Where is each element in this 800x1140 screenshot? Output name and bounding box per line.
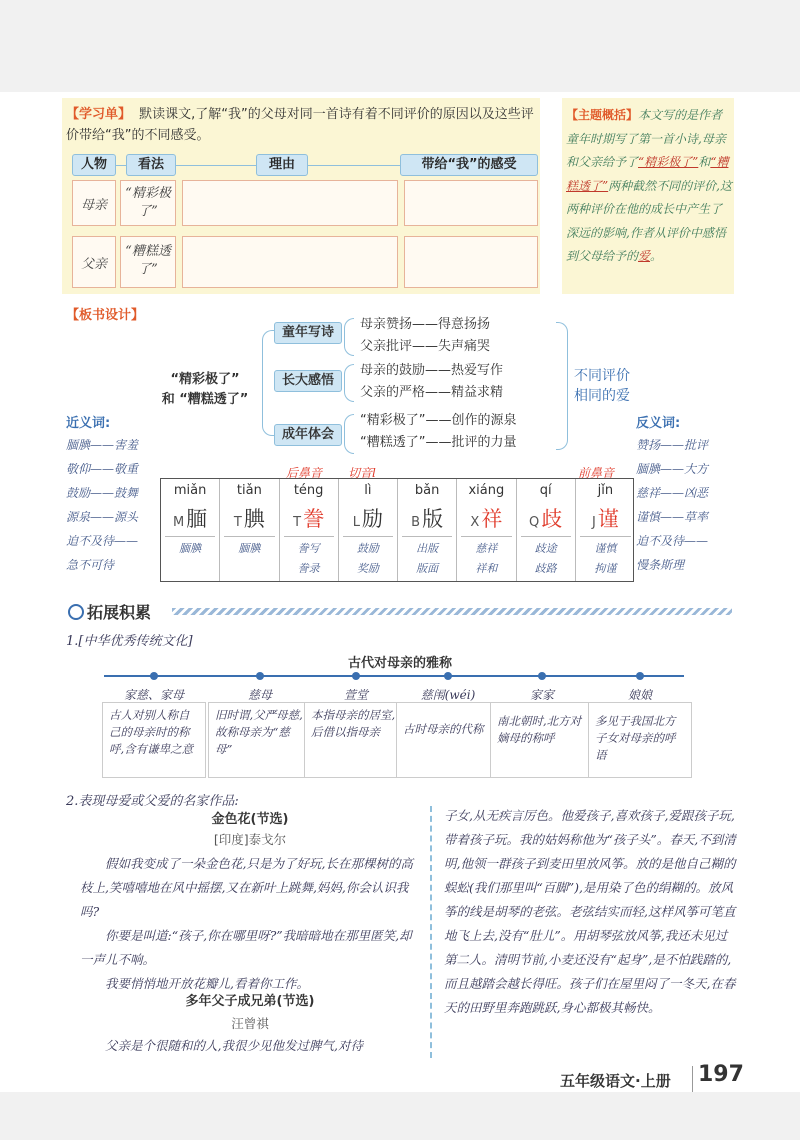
char-glyph: 谨 <box>597 507 619 531</box>
mother-name-text: 家家 <box>526 688 558 702</box>
mother-card: 多见于我国北方子女对母亲的呼语 <box>588 702 692 778</box>
essay1-p1: 假如我变成了一朵金色花,只是为了好玩,长在那棵树的高枝上,笑嘻嘻地在风中摇摆,又在新叶上跳舞,妈妈,你会认识我吗? <box>80 856 413 919</box>
row2-feeling-cell[interactable] <box>404 236 538 288</box>
ext-timeline <box>104 675 684 677</box>
note-cut-sound: 切音l <box>348 466 376 480</box>
char-col <box>339 479 398 581</box>
char-prefix: Q <box>529 515 540 530</box>
extension-icon <box>68 604 84 620</box>
char-word: 祥和 <box>475 562 498 575</box>
char-prefix: B <box>411 515 421 530</box>
synonym-item: 急不可待 <box>66 558 115 572</box>
mother-name <box>490 686 594 703</box>
char-word: 出版 <box>416 542 439 555</box>
header-view: 看法 <box>126 154 176 176</box>
mother-name-text: 萱堂 <box>340 688 372 702</box>
char-word: 腼腆 <box>179 542 202 555</box>
stage-adult: 成年体会 <box>274 424 342 446</box>
antonym-item: 赞扬——批评 <box>636 438 709 452</box>
mother-card: 本指母亲的居室,后借以指母亲 <box>304 702 408 778</box>
timeline-dot <box>256 672 264 680</box>
theme-u2: “糟糕透了” <box>566 155 729 193</box>
ext-chart-title: 古代对母亲的雅称 <box>347 656 452 671</box>
char-col <box>457 479 516 581</box>
char-glyph: 腼 <box>186 507 208 531</box>
char-word: 谨慎 <box>594 542 617 555</box>
synonym-item: 腼腆——害羞 <box>66 438 139 452</box>
theme-tag: 【主题概括】 <box>566 108 639 122</box>
extension-header <box>68 600 736 622</box>
board-conclusion-2: 相同的爱 <box>574 388 630 404</box>
char-col <box>280 479 339 581</box>
theme-text-b: 两种截然不同的评价,这两种评价在他的成长中产生了深远的影响,作者从评价中感悟到父母给予的 <box>566 178 732 263</box>
char-glyph: 誊 <box>303 507 325 531</box>
stage-brace <box>344 318 354 356</box>
header-feeling: 带给“我”的感受 <box>400 154 538 176</box>
synonyms <box>66 412 158 577</box>
column-divider <box>430 806 432 1058</box>
char-word: 歧途 <box>534 542 557 555</box>
char-glyph: 祥 <box>481 507 503 531</box>
char-pinyin: lì <box>364 483 372 498</box>
mother-card: 南北朝时,北方对嫡母的称呼 <box>490 702 594 778</box>
row1-view-cell <box>120 180 176 226</box>
essay2-author: 汪曾祺 <box>231 1016 269 1031</box>
theme-summary <box>562 98 734 294</box>
antonyms-title: 反义词: <box>636 416 681 431</box>
row2-person-cell <box>72 236 116 288</box>
stage3-line1: “精彩极了”——创作的源泉 <box>360 413 517 428</box>
char-pinyin: tiǎn <box>236 483 262 498</box>
header-connector <box>116 165 126 166</box>
mother-name-text: 慈闱(wéi) <box>417 688 480 702</box>
extension-title-text: 拓展积累 <box>87 603 152 622</box>
essay1-p2: 你要是叫道:“孩子,你在哪里呀?”我暗暗地在那里匿笑,却一声儿不响。 <box>80 928 412 967</box>
char-prefix: T <box>293 515 302 530</box>
stage1-lines <box>360 314 490 358</box>
mother-name-text: 家慈、家母 <box>120 688 188 702</box>
mother-name-text: 娘娘 <box>624 688 656 702</box>
theme-u1: “精彩极了” <box>638 155 699 169</box>
essay2-title: 多年父子成兄弟(节选) <box>185 994 315 1009</box>
row2-view-cell <box>120 236 176 288</box>
char-word: 誊录 <box>297 562 320 575</box>
antonyms <box>636 412 736 577</box>
footer-band <box>0 1092 800 1140</box>
ext-item2: 2.表现母爱或父爱的名家作品: <box>66 794 239 809</box>
synonyms-title: 近义词: <box>66 416 111 431</box>
mother-name-text: 慈母 <box>244 688 276 702</box>
board-right-brace <box>556 322 568 450</box>
essay2-p1: 父亲是个很随和的人,我很少见他发过脾气,对待 <box>105 1038 363 1053</box>
stage-childhood: 童年写诗 <box>274 322 342 344</box>
essay1-author: [印度]泰戈尔 <box>213 832 287 847</box>
study-prompt-text: 默读课文,了解“我”的父母对同一首诗有着不同评价的原因以及这些评价带给“我”的不同感受。 <box>66 107 534 143</box>
char-word: 腼腆 <box>238 542 261 555</box>
synonym-item: 敬仰——敬重 <box>66 462 139 476</box>
timeline-dot <box>538 672 546 680</box>
mother-name <box>102 686 206 703</box>
header-reason: 理由 <box>256 154 308 176</box>
theme-mid: 和 <box>698 155 711 169</box>
board-conclusion <box>574 366 630 406</box>
theme-end: 。 <box>650 249 663 263</box>
char-word: 拘谨 <box>594 562 617 575</box>
stage1-line1: 母亲赞扬——得意扬扬 <box>360 317 491 332</box>
char-col <box>398 479 457 581</box>
mother-card: 古时母亲的代称 <box>396 702 500 778</box>
page-top-band <box>0 0 800 92</box>
ext-item1: 1.[中华优秀传统文化] <box>66 634 193 649</box>
antonym-item: 谨慎——草率 <box>636 510 709 524</box>
char-col <box>576 479 635 581</box>
essay1-title: 金色花(节选) <box>211 812 289 827</box>
stage2-line1: 母亲的鼓励——热爱写作 <box>360 363 504 378</box>
timeline-dot <box>150 672 158 680</box>
theme-text-a: 本文写的是作者童年时期写了第一首小诗,母亲和父亲给予了 <box>566 108 726 169</box>
header-person: 人物 <box>72 154 116 176</box>
timeline-dot <box>636 672 644 680</box>
char-word: 版面 <box>416 562 439 575</box>
board-center-1: “精彩极了” <box>170 372 240 387</box>
footer-divider <box>692 1066 693 1092</box>
mother-card: 旧时谓,父严母慈,故称母亲为“慈母” <box>208 702 312 778</box>
board-tag: 【板书设计】 <box>66 308 145 323</box>
note-front-nasal: 前鼻音 <box>578 466 615 480</box>
stage2-line2: 父亲的严格——精益求精 <box>360 385 504 400</box>
mother-name <box>304 686 408 703</box>
row1-feeling-cell[interactable] <box>404 180 538 226</box>
char-prefix: T <box>233 515 242 530</box>
synonym-item: 鼓励——鼓舞 <box>66 486 139 500</box>
row1-person-cell <box>72 180 116 226</box>
row1-reason-cell[interactable] <box>182 180 398 226</box>
stage1-line2: 父亲批评——失声痛哭 <box>360 339 491 354</box>
char-word: 慈祥 <box>475 542 498 555</box>
header-connector <box>308 165 400 166</box>
board-center <box>150 370 260 410</box>
antonym-item: 慈祥——凶恶 <box>636 486 709 500</box>
antonym-item: 迫不及待—— <box>636 534 709 548</box>
board-left-brace <box>262 330 274 436</box>
mother-card: 古人对别人称自己的母亲时的称呼,含有谦卑之意 <box>102 702 206 778</box>
char-glyph: 歧 <box>541 507 563 531</box>
theme-u3: 爱 <box>638 249 651 263</box>
row2-reason-cell[interactable] <box>182 236 398 288</box>
study-prompt <box>66 104 536 146</box>
char-pinyin: xiáng <box>468 483 505 498</box>
char-word: 誊写 <box>297 542 320 555</box>
timeline-dot <box>444 672 452 680</box>
note-back-nasal: 后鼻音 <box>286 466 323 480</box>
antonym-item: 慢条斯理 <box>636 558 685 572</box>
char-col <box>161 479 220 581</box>
timeline-dot <box>352 672 360 680</box>
essay2-right: 子女,从无疾言厉色。他爱孩子,喜欢孩子,爱跟孩子玩,带着孩子玩。我的姑妈称他为“孩子头”。春天,不到清明,他领一群孩子到麦田里放风筝。放的是他自己糊的蜈蚣(我们那里叫“百脚”),是用染了色的绢糊的。放风筝的线是胡琴的老弦。老弦结实而轻,这样风筝可笔直地飞上去,没有“肚儿”。用胡琴弦放风筝,我还未见过第二人。清明节前,小麦还没有“起身”,是不怕践踏的,而且越踏会越长得旺。孩子们在屋里闷了一冬天,在春天的田野里奔跑跳跃,身心都极其畅快。 <box>444 808 736 1015</box>
stage3-lines <box>360 410 516 454</box>
char-pinyin: miǎn <box>173 483 207 498</box>
header-connector <box>176 165 256 166</box>
row1-view: “精彩极了” <box>125 186 171 219</box>
char-word: 歧路 <box>534 562 557 575</box>
stage-brace <box>344 364 354 402</box>
char-word: 奖励 <box>356 562 379 575</box>
board-center-2: 和 “糟糕透了” <box>161 392 249 407</box>
study-tag: 【学习单】 <box>66 107 132 122</box>
page-number: 197 <box>698 1062 744 1087</box>
mother-name <box>208 686 312 703</box>
stage2-lines <box>360 360 503 404</box>
char-pinyin: qí <box>539 483 552 498</box>
char-pinyin: téng <box>293 483 324 498</box>
char-prefix: X <box>470 515 480 530</box>
char-col <box>220 479 279 581</box>
row2-view: “糟糕透了” <box>125 244 171 277</box>
character-table <box>160 478 634 582</box>
stage3-line2: “糟糕透了”——批评的力量 <box>360 435 517 450</box>
char-pinyin: bǎn <box>414 483 440 498</box>
row1-person: 母亲 <box>80 198 107 213</box>
char-glyph: 版 <box>422 507 444 531</box>
essay1-p3: 我要悄悄地开放花瓣儿,看着你工作。 <box>105 976 309 991</box>
char-prefix: J <box>591 515 596 530</box>
extension-hatch <box>172 608 732 615</box>
mother-name <box>396 686 500 703</box>
synonym-item: 源泉——源头 <box>66 510 139 524</box>
antonym-item: 腼腆——大方 <box>636 462 709 476</box>
footer-book: 五年级语文·上册 <box>560 1072 671 1090</box>
char-glyph: 腆 <box>243 507 265 531</box>
theme-text <box>566 104 732 269</box>
char-prefix: L <box>352 515 360 530</box>
board-conclusion-1: 不同评价 <box>574 368 630 384</box>
extension-title <box>68 600 151 623</box>
char-pinyin: jǐn <box>597 483 614 498</box>
stage-brace <box>344 414 354 454</box>
char-word: 鼓励 <box>356 542 379 555</box>
synonym-item: 迫不及待—— <box>66 534 139 548</box>
char-glyph: 励 <box>362 507 383 531</box>
stage-grown: 长大感悟 <box>274 370 342 392</box>
row2-person: 父亲 <box>80 257 107 272</box>
mother-name <box>588 686 692 703</box>
char-prefix: M <box>173 515 185 530</box>
char-col <box>517 479 576 581</box>
